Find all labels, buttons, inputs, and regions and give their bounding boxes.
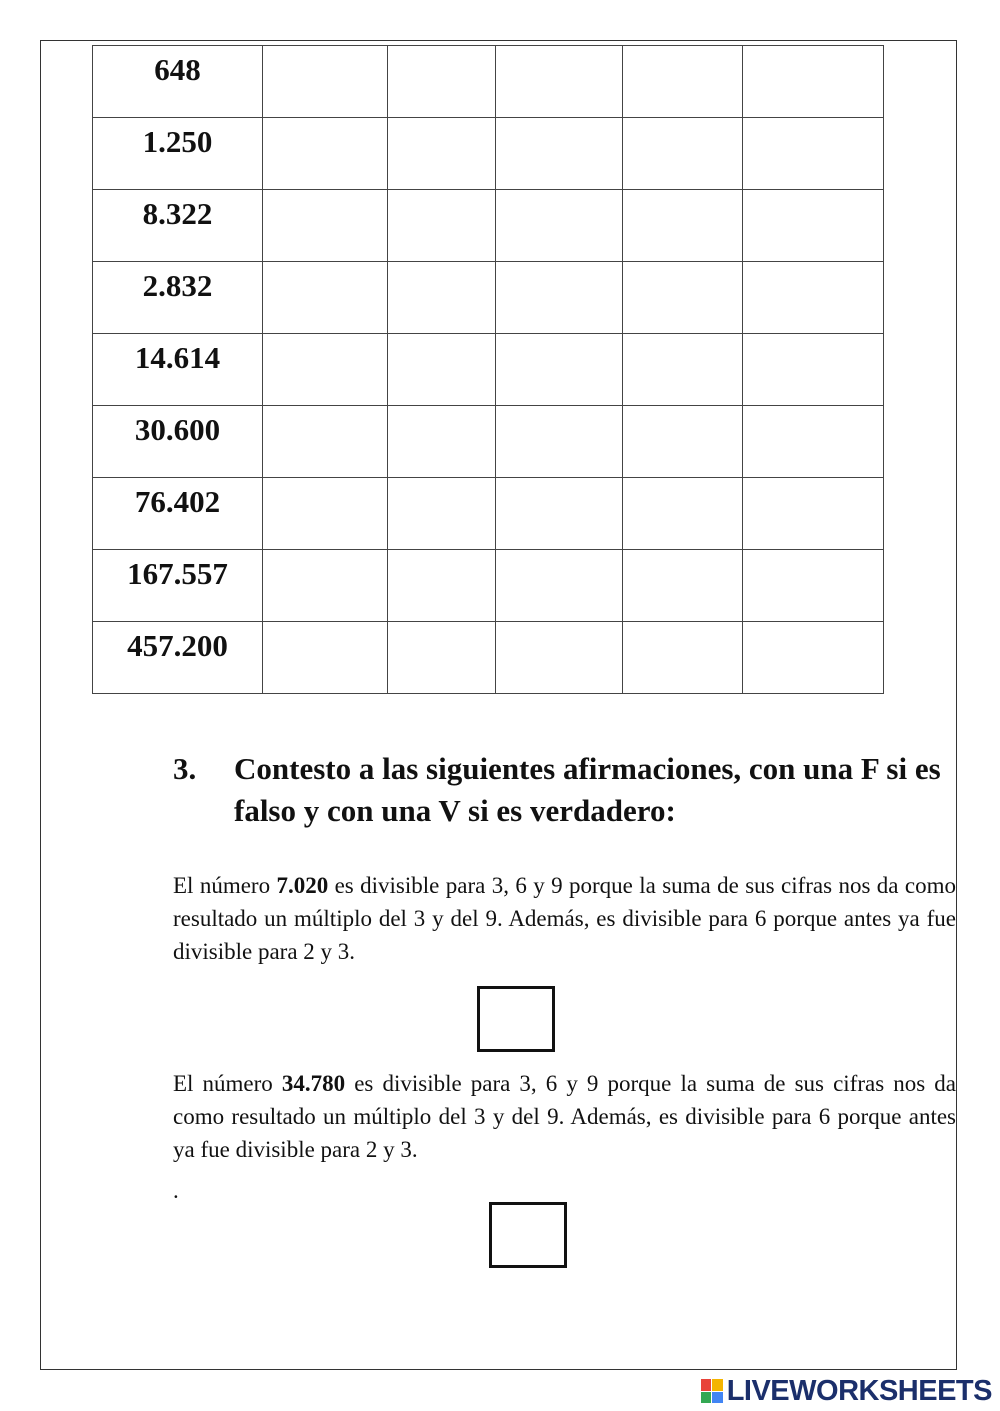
answer-cell[interactable] [623,478,743,550]
answer-cell[interactable] [623,622,743,694]
answer-cell[interactable] [388,478,496,550]
answer-cell[interactable] [743,46,884,118]
row-number-cell: 76.402 [93,478,263,550]
row-number-cell: 648 [93,46,263,118]
answer-cell[interactable] [496,406,623,478]
answer-cell[interactable] [388,190,496,262]
answer-cell[interactable] [263,550,388,622]
table-row [93,334,884,406]
answer-cell[interactable] [743,550,884,622]
answer-cell[interactable] [496,334,623,406]
table-row [93,478,884,550]
brand-name: LIVEWORKSHEETS [726,1374,992,1407]
answer-cell[interactable] [743,622,884,694]
answer-box-1[interactable] [477,986,555,1052]
answer-cell[interactable] [743,190,884,262]
answer-cell[interactable] [623,46,743,118]
answer-cell[interactable] [496,478,623,550]
statement-2-number: 34.780 [281,1071,346,1096]
answer-cell[interactable] [496,118,623,190]
table-row [93,118,884,190]
statement-1-number: 7.020 [276,873,329,898]
answer-cell[interactable] [623,118,743,190]
answer-cell[interactable] [496,550,623,622]
answer-cell[interactable] [743,118,884,190]
answer-cell[interactable] [496,262,623,334]
question-text: Contesto a las siguientes afirmaciones, con una F si es falso y con una V si es verdadero: [234,751,941,828]
answer-cell[interactable] [388,550,496,622]
answer-cell[interactable] [743,334,884,406]
liveworksheets-logo-icon [701,1379,723,1403]
answer-cell[interactable] [388,622,496,694]
answer-cell[interactable] [263,478,388,550]
answer-cell[interactable] [263,262,388,334]
row-number-cell: 167.557 [93,550,263,622]
answer-box-2[interactable] [489,1202,567,1268]
statement-2: El número 34.780 es divisible para 3, 6 y 9 porque la suma de sus cifras nos da como resultado un múltiplo del 3 y del 9. Además, es divisible para 6 porque antes ya fue divisible para 2 y 3. [173,1071,956,1162]
row-number-cell: 457.200 [93,622,263,694]
table-row [93,46,884,118]
answer-cell[interactable] [623,334,743,406]
answer-cell[interactable] [388,334,496,406]
row-number-cell: 8.322 [93,190,263,262]
trailing-dot: . [173,1178,179,1203]
answer-cell[interactable] [263,46,388,118]
row-number-cell: 14.614 [93,334,263,406]
row-number-cell: 2.832 [93,262,263,334]
question-number: 3. [173,751,197,786]
answer-cell[interactable] [496,46,623,118]
question-3 [173,748,953,832]
answer-cell[interactable] [263,622,388,694]
answer-cell[interactable] [496,190,623,262]
answer-cell[interactable] [388,262,496,334]
answer-cell[interactable] [388,406,496,478]
answer-cell[interactable] [623,406,743,478]
answer-cell[interactable] [743,478,884,550]
table-row [93,550,884,622]
answer-cell[interactable] [388,118,496,190]
liveworksheets-footer [701,1374,992,1408]
table-row [93,406,884,478]
answer-cell[interactable] [263,334,388,406]
answer-cell[interactable] [743,262,884,334]
answer-cell[interactable] [388,46,496,118]
table-row [93,190,884,262]
answer-cell[interactable] [623,190,743,262]
answer-cell[interactable] [743,406,884,478]
row-number-cell: 1.250 [93,118,263,190]
answer-cell[interactable] [623,262,743,334]
answer-cell[interactable] [263,190,388,262]
table-row [93,622,884,694]
divisibility-table [92,45,884,694]
answer-cell[interactable] [263,406,388,478]
answer-cell[interactable] [623,550,743,622]
row-number-cell: 30.600 [93,406,263,478]
answer-cell[interactable] [496,622,623,694]
statement-1: El número 7.020 es divisible para 3, 6 y 9 porque la suma de sus cifras nos da como resultado un múltiplo del 3 y del 9. Además, es divisible para 6 porque antes ya fue divisible para 2 y 3. [173,873,956,964]
table-row [93,262,884,334]
answer-cell[interactable] [263,118,388,190]
